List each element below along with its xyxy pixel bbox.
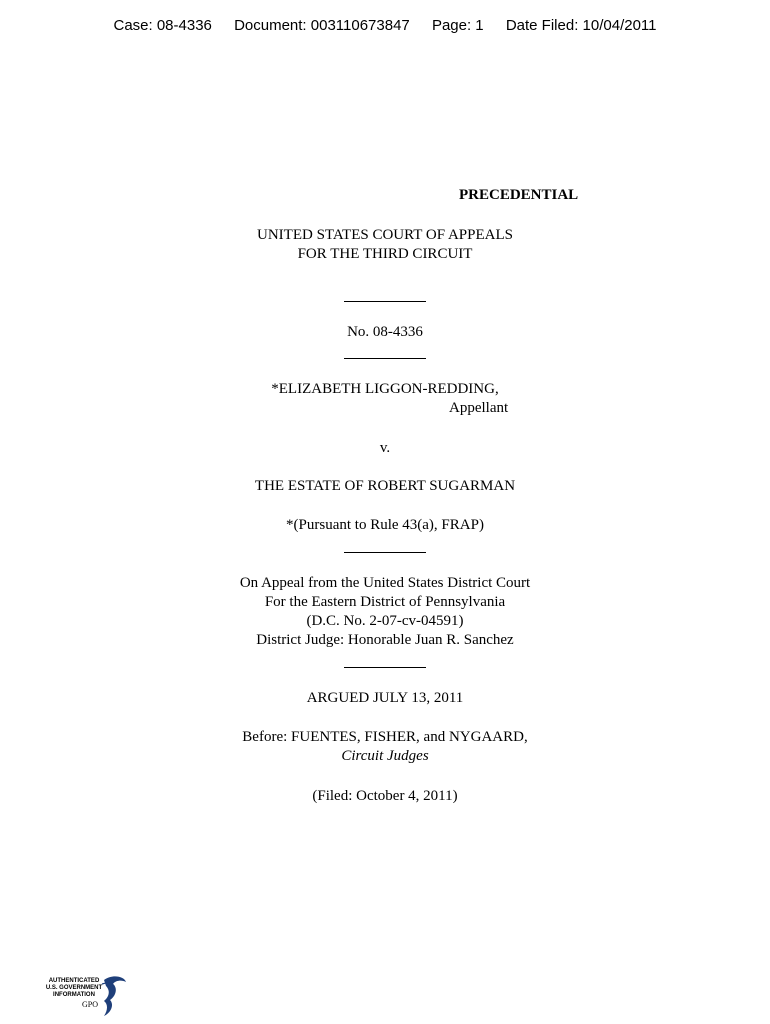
eagle-icon: [100, 974, 128, 1018]
gpo-authentication-logo: [44, 974, 128, 1018]
precedential-label: PRECEDENTIAL: [459, 187, 579, 203]
divider-rule: [344, 667, 426, 668]
court-name-line1: UNITED STATES COURT OF APPEALS: [257, 227, 513, 243]
rule-note: *(Pursuant to Rule 43(a), FRAP): [286, 517, 484, 533]
court-name-line2: FOR THE THIRD CIRCUIT: [297, 246, 473, 262]
versus: v.: [379, 440, 391, 456]
appellee-name: THE ESTATE OF ROBERT SUGARMAN: [254, 478, 516, 494]
docket-header: [0, 17, 770, 34]
appellant-name: *ELIZABETH LIGGON-REDDING,: [271, 381, 499, 397]
divider-rule: [344, 358, 426, 359]
case-number: No. 08-4336: [347, 324, 423, 340]
appellant-role: Appellant: [449, 400, 509, 416]
date-filed-header: Date Filed: 10/04/2011: [505, 17, 657, 34]
divider-rule: [344, 301, 426, 302]
appeal-line3: (D.C. No. 2-07-cv-04591): [306, 613, 464, 629]
judges-title: Circuit Judges: [341, 748, 429, 764]
appeal-line1: On Appeal from the United States District Court: [239, 575, 531, 591]
page-number-header: Page: 1: [431, 17, 484, 34]
argued-date: ARGUED JULY 13, 2011: [306, 690, 464, 706]
document-number-header: Document: 003110673847: [234, 17, 410, 34]
case-number-header: Case: 08-4336: [113, 17, 212, 34]
appeal-line2: For the Eastern District of Pennsylvania: [264, 594, 506, 610]
panel-judges: Before: FUENTES, FISHER, and NYGAARD,: [242, 729, 528, 745]
divider-rule: [344, 552, 426, 553]
logo-text: AUTHENTICATED U.S. GOVERNMENT INFORMATION: [45, 978, 103, 998]
district-judge: District Judge: Honorable Juan R. Sanchez: [256, 632, 514, 648]
logo-gpo-text: GPO: [82, 1000, 99, 1009]
filed-date: (Filed: October 4, 2011): [312, 788, 458, 804]
